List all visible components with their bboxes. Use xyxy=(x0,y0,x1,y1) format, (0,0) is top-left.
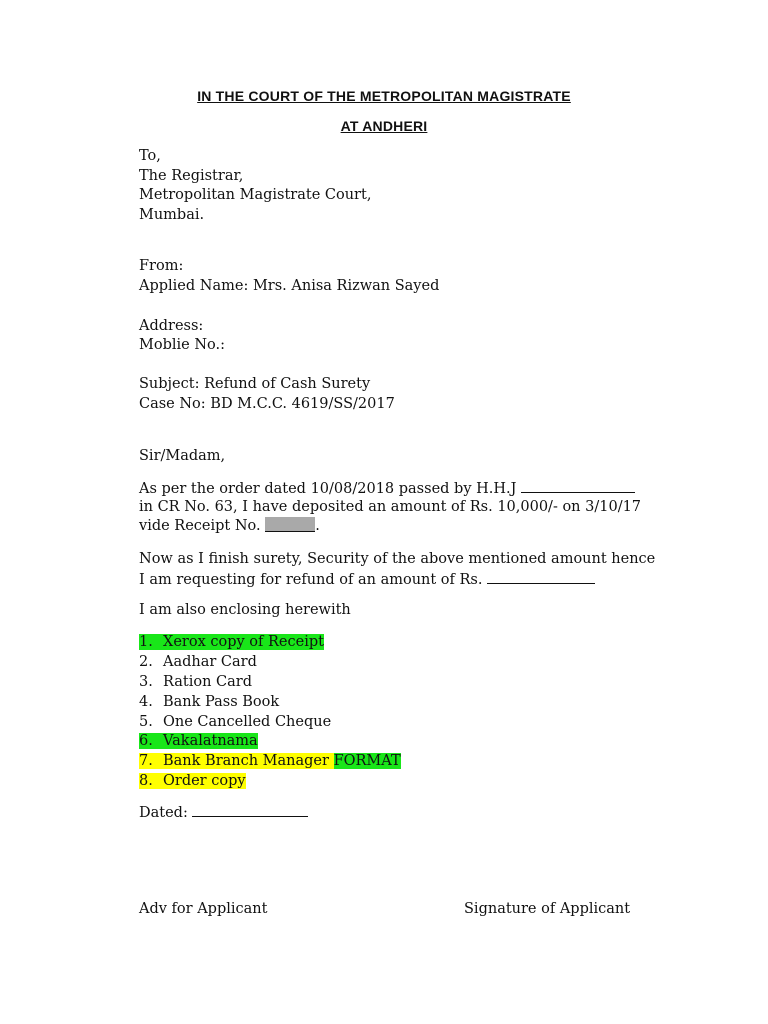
subject-line: Subject: Refund of Cash Surety xyxy=(139,376,371,392)
list-item xyxy=(139,632,324,652)
date-blank xyxy=(192,802,308,817)
mobile-label: Moblie No.: xyxy=(139,337,225,353)
para2-text2: I am requesting for refund of an amount of Rs. xyxy=(139,572,483,588)
para1-line1 xyxy=(139,478,635,499)
para1-text1: As per the order dated 10/08/2018 passed by H.H.J xyxy=(139,481,517,497)
para1-period: . xyxy=(315,518,320,534)
to-registrar: The Registrar, xyxy=(139,168,244,184)
enclosing-line: I am also enclosing herewith xyxy=(139,602,351,618)
list-item-highlight: 6. Vakalatnama xyxy=(139,733,258,749)
case-number: Case No: BD M.C.C. 4619/SS/2017 xyxy=(139,396,395,412)
list-item xyxy=(139,771,246,791)
para2-line2 xyxy=(139,569,595,590)
court-location: AT ANDHERI xyxy=(340,118,428,134)
para1-line2: in CR No. 63, I have deposited an amount of Rs. 10,000/- on 3/10/17 xyxy=(139,499,642,515)
list-item-highlight: 8. Order copy xyxy=(139,773,246,789)
list-item xyxy=(139,731,258,751)
from-label: From: xyxy=(139,258,184,274)
dated-line xyxy=(139,802,308,823)
list-item xyxy=(139,751,401,771)
applied-name: Applied Name: Mrs. Anisa Rizwan Sayed xyxy=(139,278,440,294)
amount-blank xyxy=(487,569,595,584)
footer-signature: Signature of Applicant xyxy=(464,901,631,917)
list-item: 3. Ration Card xyxy=(139,674,252,690)
para2-line1: Now as I finish surety, Security of the above mentioned amount hence xyxy=(139,551,656,567)
para1-line3 xyxy=(139,516,320,536)
list-item-highlight: 1. Xerox copy of Receipt xyxy=(139,634,324,650)
list-item: 4. Bank Pass Book xyxy=(139,694,280,710)
list-item: 5. One Cancelled Cheque xyxy=(139,714,332,730)
to-city: Mumbai. xyxy=(139,207,205,223)
to-line: To, xyxy=(139,148,161,164)
court-title: IN THE COURT OF THE METROPOLITAN MAGISTRATE xyxy=(197,88,571,104)
receipt-number-redacted xyxy=(265,517,315,532)
judge-name-blank xyxy=(521,478,635,493)
format-highlight: FORMAT xyxy=(333,753,401,769)
footer-advocate: Adv for Applicant xyxy=(139,901,268,917)
to-court: Metropolitan Magistrate Court, xyxy=(139,187,372,203)
salutation: Sir/Madam, xyxy=(139,448,226,464)
dated-label: Dated: xyxy=(139,805,188,821)
address-label: Address: xyxy=(139,318,204,334)
para1-text3: vide Receipt No. xyxy=(139,518,261,534)
list-item: 2. Aadhar Card xyxy=(139,654,257,670)
list-item-highlight: 7. Bank Branch Manager xyxy=(139,753,334,769)
